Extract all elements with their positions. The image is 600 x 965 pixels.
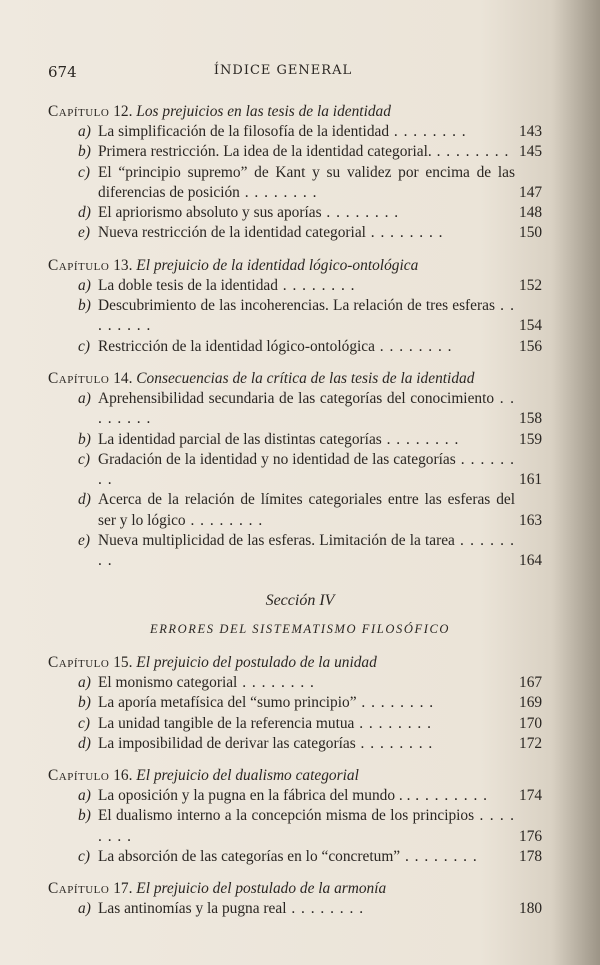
entry-page-number: 145 xyxy=(519,143,543,161)
entry-page-number: 154 xyxy=(519,317,543,335)
chapter-heading xyxy=(48,879,563,899)
entry-page-number: 180 xyxy=(519,900,543,918)
entry-letter: d) xyxy=(78,734,91,752)
entry-letter: d) xyxy=(78,491,91,509)
page-number: 674 xyxy=(48,63,77,81)
chapter-title: El prejuicio del dualismo categorial xyxy=(136,767,359,785)
toc-entry[interactable] xyxy=(48,163,563,204)
entry-letter: a) xyxy=(78,389,91,407)
entry-page-number: 148 xyxy=(519,204,543,222)
toc-entry[interactable] xyxy=(48,450,563,491)
dot-leader: . . . . . . . . xyxy=(381,430,460,448)
table-of-contents xyxy=(48,102,563,572)
entry-text: El apriorismo absoluto y sus aporías xyxy=(98,204,322,222)
entry-page-number: 163 xyxy=(519,511,543,529)
entry-text: El dualismo interno a la concepción misma de los principios xyxy=(98,807,475,825)
entry-letter: d) xyxy=(78,204,91,222)
dot-leader: . . . . . . . . xyxy=(365,224,444,242)
chapter-number: 16. xyxy=(113,767,133,785)
chapter-heading xyxy=(48,369,563,389)
toc-entry[interactable] xyxy=(48,734,563,754)
dot-leader: . . . . . . . . xyxy=(98,450,516,489)
entry-letter: a) xyxy=(78,900,91,918)
entry-text: Las antinomías y la pugna real xyxy=(98,900,287,918)
dot-leader: . . . . . . . . xyxy=(286,900,365,918)
dot-leader: . . . . . . . . xyxy=(239,183,318,201)
entry-text: Nueva restricción de la identidad categorial xyxy=(98,224,366,242)
toc-entry[interactable] xyxy=(48,714,563,734)
dot-leader: . . . . . . . . xyxy=(389,123,467,140)
entry-letter: a) xyxy=(78,674,91,691)
section-title: Sección IV xyxy=(265,592,335,609)
entry-letter: a) xyxy=(78,276,91,294)
dot-leader: . . . . . . . . xyxy=(431,143,510,161)
dot-leader: . . . . . . . . xyxy=(374,337,453,355)
toc-entry[interactable] xyxy=(48,673,563,693)
entry-letter: a) xyxy=(78,123,91,140)
entry-page-number: 174 xyxy=(519,787,543,805)
entry-page-number: 161 xyxy=(519,471,543,489)
table-of-contents-section-iv xyxy=(48,653,563,920)
toc-entry[interactable] xyxy=(48,276,563,296)
toc-entry[interactable] xyxy=(48,223,563,243)
entry-letter: c) xyxy=(78,337,90,355)
toc-entry[interactable] xyxy=(48,122,563,142)
chapter-heading xyxy=(48,766,563,786)
entry-letter: b) xyxy=(78,807,91,825)
chapter-title: Los prejuicios en las tesis de la identidad xyxy=(136,103,391,120)
chapter-title: Consecuencias de la crítica de las tesis de la identidad xyxy=(136,369,475,387)
entry-text: La unidad tangible de la referencia mutua xyxy=(98,714,355,732)
entry-page-number: 159 xyxy=(519,430,543,448)
running-title: ÍNDICE GENERAL xyxy=(213,63,353,78)
chapter-number: 14. xyxy=(113,369,133,387)
chapter-label: Capítulo xyxy=(48,256,110,274)
entry-letter: e) xyxy=(78,532,90,550)
dot-leader: . . . . . . . . xyxy=(98,532,515,570)
chapter-label: Capítulo xyxy=(48,369,110,387)
chapter-heading xyxy=(48,102,563,122)
entry-text: Descubrimiento de las incoherencias. La relación de tres esferas xyxy=(98,297,495,315)
toc-entry[interactable] xyxy=(48,786,563,806)
entry-letter: c) xyxy=(78,450,90,468)
dot-leader: . . . . . . . . xyxy=(98,389,516,428)
running-header xyxy=(48,63,518,85)
dot-leader: . . . . . . . . xyxy=(356,694,435,712)
entry-text: La oposición y la pugna en la fábrica del mundo . . xyxy=(98,787,411,805)
chapter-number: 17. xyxy=(113,880,133,898)
chapter-heading xyxy=(48,653,563,673)
dot-leader: . . . . . . . . xyxy=(277,276,356,294)
entry-page-number: 172 xyxy=(519,734,543,752)
section-subtitle: ERRORES DEL SISTEMATISMO FILOSÓFICO xyxy=(149,622,451,636)
chapter-heading xyxy=(48,256,563,276)
toc-entry[interactable] xyxy=(48,296,563,337)
chapter-label: Capítulo xyxy=(48,654,110,671)
toc-entry[interactable] xyxy=(48,142,563,162)
dot-leader: . . . . . . . . xyxy=(400,848,478,866)
entry-page-number: 143 xyxy=(519,123,543,140)
toc-entry[interactable] xyxy=(48,847,563,867)
toc-entry[interactable] xyxy=(48,693,563,713)
entry-text: El monismo categorial xyxy=(98,674,238,691)
toc-entry[interactable] xyxy=(48,531,563,572)
entry-page-number: 150 xyxy=(519,224,543,242)
entry-text: La imposibilidad de derivar las categorías xyxy=(98,734,356,752)
toc-entry[interactable] xyxy=(48,203,563,223)
entry-page-number: 152 xyxy=(519,276,543,294)
toc-entry[interactable] xyxy=(48,806,563,847)
entry-text: La simplificación de la filosofía de la identidad xyxy=(98,123,390,140)
entry-page-number: 158 xyxy=(519,410,543,428)
entry-text: La absorción de las categorías en lo “concretum” xyxy=(98,848,401,866)
entry-letter: c) xyxy=(78,163,90,181)
dot-leader: . . . . . . . . xyxy=(410,787,488,805)
toc-entry[interactable] xyxy=(48,490,563,531)
dot-leader: . . . . . . . . xyxy=(98,807,515,845)
entry-page-number: 170 xyxy=(519,714,543,732)
toc-entry[interactable] xyxy=(48,389,563,430)
entry-text: Acerca de la relación de límites categoriales entre las esferas del ser y lo lógico xyxy=(98,491,515,529)
entry-letter: a) xyxy=(78,787,91,805)
entry-page-number: 167 xyxy=(519,674,543,691)
entry-text: La aporía metafísica del “sumo principio” xyxy=(98,694,357,712)
entry-letter: c) xyxy=(78,848,90,866)
entry-letter: b) xyxy=(78,297,91,315)
entry-letter: b) xyxy=(78,143,91,161)
entry-letter: b) xyxy=(78,694,91,712)
entry-page-number: 164 xyxy=(519,552,543,570)
entry-page-number: 156 xyxy=(519,337,543,355)
dot-leader: . . . . . . . . xyxy=(355,734,434,752)
entry-text: La identidad parcial de las distintas categorías xyxy=(98,430,382,448)
entry-text: La doble tesis de la identidad xyxy=(98,276,278,294)
toc-entry[interactable] xyxy=(48,430,563,450)
toc-entry[interactable] xyxy=(48,337,563,357)
dot-leader: . . . . . . . . xyxy=(237,674,315,691)
entry-page-number: 178 xyxy=(519,848,543,866)
dot-leader: . . . . . . . . xyxy=(321,204,400,222)
chapter-title: El prejuicio del postulado de la armonía xyxy=(136,880,387,898)
entry-text: Primera restricción. La idea de la identidad categorial. xyxy=(98,143,432,161)
entry-text: Nueva multiplicidad de las esferas. Limitación de la tarea xyxy=(98,532,455,550)
chapter-label: Capítulo xyxy=(48,767,110,785)
entry-text: El “principio supremo” de Kant y su validez por encima de las diferencias de posición xyxy=(98,163,515,201)
dot-leader: . . . . . . . . xyxy=(98,297,515,335)
chapter-title: El prejuicio de la identidad lógico-ontológica xyxy=(136,256,419,274)
entry-page-number: 147 xyxy=(519,183,543,201)
entry-text: Gradación de la identidad y no identidad de las categorías xyxy=(98,450,456,468)
chapter-number: 13. xyxy=(113,256,133,274)
dot-leader: . . . . . . . . xyxy=(354,714,432,732)
entry-text: Aprehensibilidad secundaria de las categorías del conocimiento xyxy=(98,389,495,407)
entry-letter: c) xyxy=(78,714,90,732)
entry-page-number: 169 xyxy=(519,694,543,712)
chapter-label: Capítulo xyxy=(48,880,110,898)
dot-leader: . . . . . . . . xyxy=(185,511,264,529)
toc-entry[interactable] xyxy=(48,899,563,919)
chapter-label: Capítulo xyxy=(48,103,110,120)
chapter-number: 12. xyxy=(113,103,133,120)
entry-text: Restricción de la identidad lógico-ontológica xyxy=(98,337,375,355)
chapter-title: El prejuicio del postulado de la unidad xyxy=(136,654,377,671)
entry-page-number: 176 xyxy=(519,827,543,845)
chapter-number: 15. xyxy=(113,654,133,671)
entry-letter: e) xyxy=(78,224,90,242)
entry-letter: b) xyxy=(78,430,91,448)
